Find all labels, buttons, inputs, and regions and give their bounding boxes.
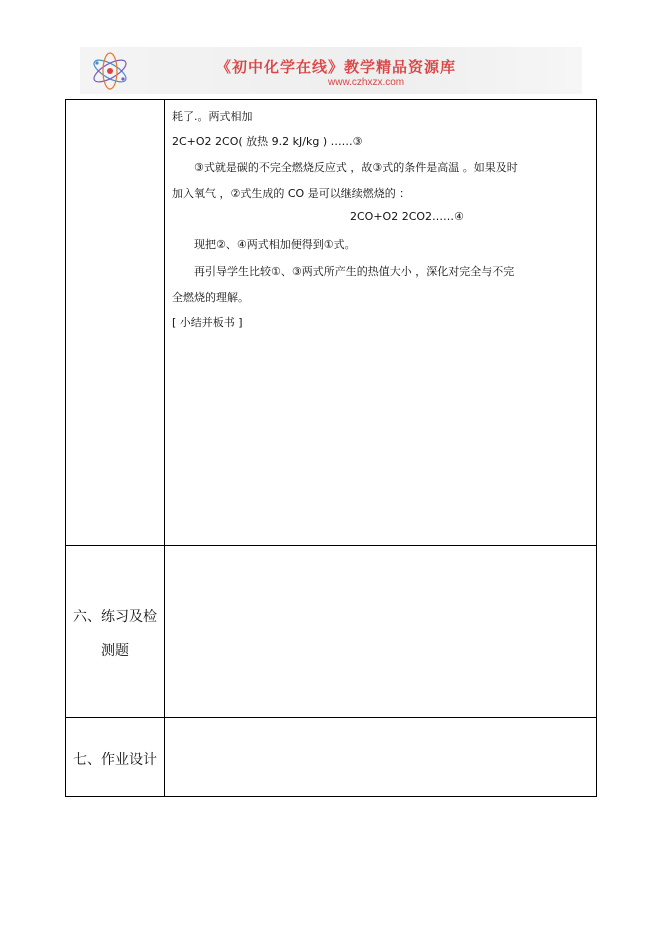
table-row-divider (65, 545, 597, 546)
exercise-label-line1: 六、练习及检 (73, 609, 157, 625)
table-border-top (65, 99, 597, 100)
content-line: ③式就是碳的不完全燃烧反应式 ，故③式的条件是高温 。如果及时 (194, 161, 518, 174)
exercise-label-line2: 测题 (101, 643, 129, 659)
homework-label: 七、作业设计 (73, 752, 157, 768)
content-line: 2C+O2 2CO( 放热 9.2 kJ/kg ) ……③ (172, 135, 363, 148)
banner-title: 《初中化学在线》教学精品资源库 (216, 58, 457, 76)
content-line: 2CO+O2 2CO2……④ (350, 210, 464, 223)
content-line: 现把②、④两式相加便得到①式。 (194, 238, 356, 251)
table-border-right (596, 99, 597, 797)
table-border-bottom (65, 796, 597, 797)
content-line: [ 小结并板书 ] (172, 316, 243, 329)
content-line: 加入氧气 ，②式生成的 CO 是可以继续燃烧的 ： (172, 187, 411, 200)
table-border-left (65, 99, 66, 797)
table-row-divider (65, 717, 597, 718)
header-banner (80, 47, 582, 94)
content-line: 耗了.。两式相加 (172, 110, 253, 123)
content-line: 再引导学生比较①、③两式所产生的热值大小 ，深化对完全与不完 (194, 265, 515, 278)
banner-url: www.czhxzx.com (328, 77, 405, 88)
content-line: 全燃烧的理解。 (172, 291, 249, 304)
atom-logo-icon (88, 51, 132, 91)
table-column-divider (164, 99, 165, 797)
